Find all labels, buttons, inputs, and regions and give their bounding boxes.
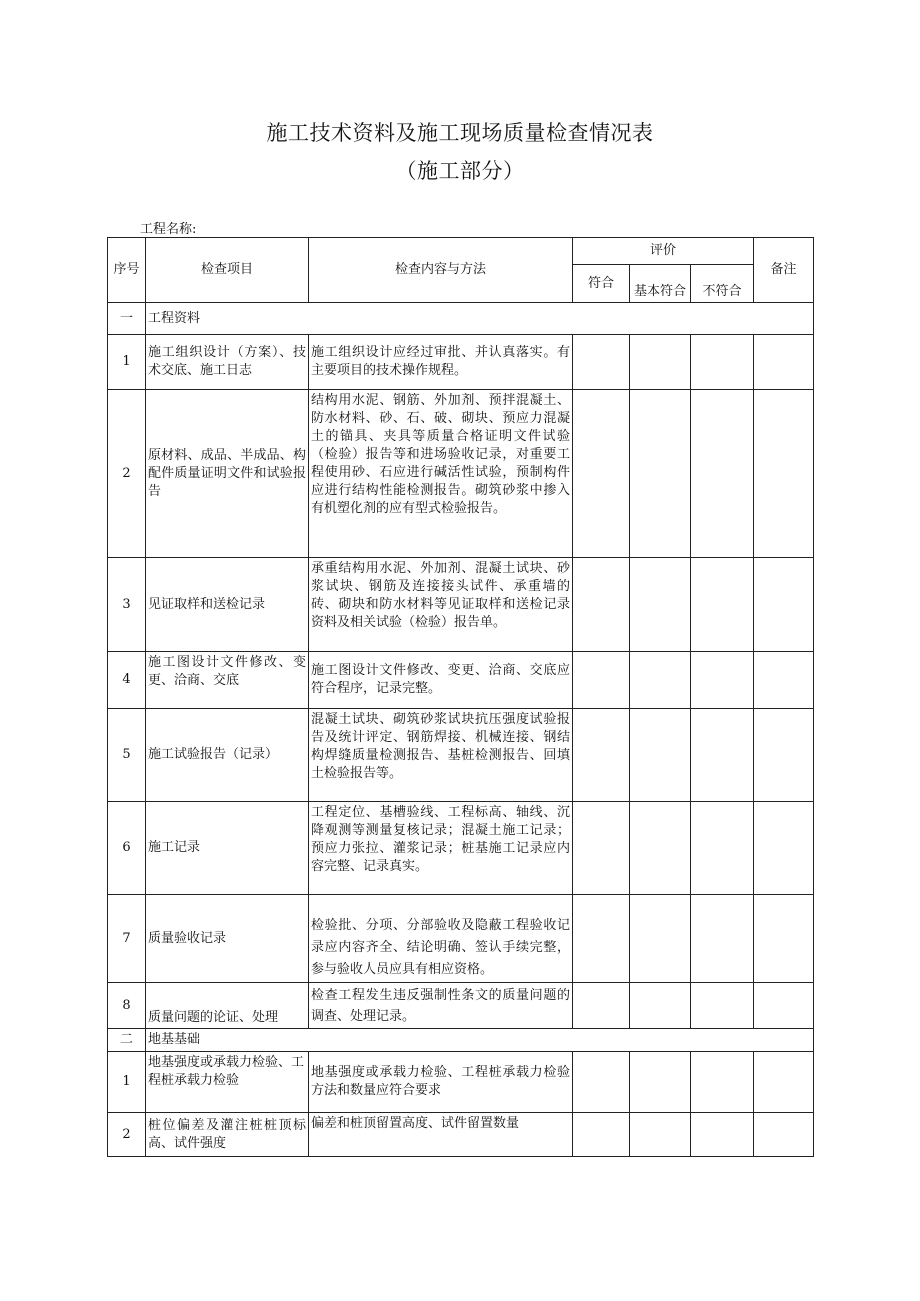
row-content: 施工组织设计应经过审批、并认真落实。有主要项目的技术操作规程。 bbox=[309, 335, 573, 390]
row-item: 质量问题的论证、处理 bbox=[146, 983, 309, 1029]
cell-remark[interactable] bbox=[754, 335, 814, 390]
table-row bbox=[108, 652, 814, 709]
header-ok: 符合 bbox=[573, 265, 630, 303]
cell-ok[interactable] bbox=[573, 983, 630, 1029]
row-seq: 2 bbox=[108, 390, 146, 558]
table-row bbox=[108, 1113, 814, 1157]
cell-basic[interactable] bbox=[630, 558, 691, 652]
cell-basic[interactable] bbox=[630, 390, 691, 558]
cell-no[interactable] bbox=[691, 1052, 754, 1113]
cell-basic[interactable] bbox=[630, 709, 691, 802]
cell-remark[interactable] bbox=[754, 709, 814, 802]
row-content: 地基强度或承载力检验、工程桩承载力检验方法和数量应符合要求 bbox=[309, 1052, 573, 1113]
row-content: 偏差和桩顶留置高度、试件留置数量 bbox=[309, 1113, 573, 1157]
cell-basic[interactable] bbox=[630, 652, 691, 709]
row-seq: 2 bbox=[108, 1113, 146, 1157]
cell-basic[interactable] bbox=[630, 802, 691, 895]
table-row bbox=[108, 335, 814, 390]
cell-ok[interactable] bbox=[573, 335, 630, 390]
page-title: 施工技术资料及施工现场质量检查情况表 bbox=[266, 121, 654, 145]
row-content: 施工图设计文件修改、变更、洽商、交底应符合程序，记录完整。 bbox=[309, 652, 573, 709]
cell-remark[interactable] bbox=[754, 1052, 814, 1113]
row-item: 桩位偏差及灌注桩桩顶标高、试件强度 bbox=[146, 1113, 309, 1157]
cell-basic[interactable] bbox=[630, 895, 691, 983]
row-seq: 5 bbox=[108, 709, 146, 802]
cell-basic[interactable] bbox=[630, 1113, 691, 1157]
cell-remark[interactable] bbox=[754, 1113, 814, 1157]
cell-ok[interactable] bbox=[573, 1113, 630, 1157]
cell-remark[interactable] bbox=[754, 558, 814, 652]
row-seq: 3 bbox=[108, 558, 146, 652]
row-item: 见证取样和送检记录 bbox=[146, 558, 309, 652]
inspection-table bbox=[107, 237, 814, 1157]
cell-ok[interactable] bbox=[573, 652, 630, 709]
header-basic: 基本符合 bbox=[630, 265, 691, 303]
row-content: 检验批、分项、分部验收及隐蔽工程验收记录应内容齐全、结论明确、签认手续完整，参与验收人员应具有相应资格。 bbox=[309, 895, 573, 983]
page-subtitle: （施工部分） bbox=[395, 159, 525, 183]
table-row bbox=[108, 558, 814, 652]
row-item: 地基强度或承载力检验、工程桩承载力检验 bbox=[146, 1052, 309, 1113]
cell-no[interactable] bbox=[691, 558, 754, 652]
table-row bbox=[108, 983, 814, 1029]
cell-basic[interactable] bbox=[630, 983, 691, 1029]
cell-ok[interactable] bbox=[573, 558, 630, 652]
cell-no[interactable] bbox=[691, 1113, 754, 1157]
cell-ok[interactable] bbox=[573, 802, 630, 895]
row-seq: 1 bbox=[108, 335, 146, 390]
section-title: 工程资料 bbox=[146, 303, 814, 335]
row-content: 结构用水泥、钢筋、外加剂、预拌混凝土、防水材料、砂、石、破、砌块、预应力混凝土的锚具、夹具等质量合格证明文件试验（检验）报告等和进场验收记录，对重要工程使用砂、石应进行碱活性试验，预制构件应进行结构性能检测报告。砌筑砂浆中掺入有机塑化剂的应有型式检验报告。 bbox=[309, 390, 573, 558]
table-row bbox=[108, 895, 814, 983]
cell-no[interactable] bbox=[691, 983, 754, 1029]
header-eval: 评价 bbox=[573, 238, 754, 265]
cell-no[interactable] bbox=[691, 895, 754, 983]
row-seq: 1 bbox=[108, 1052, 146, 1113]
row-seq: 6 bbox=[108, 802, 146, 895]
cell-no[interactable] bbox=[691, 802, 754, 895]
row-content: 工程定位、基槽验线、工程标高、轴线、沉降观测等测量复核记录；混凝土施工记录；预应力张拉、灌浆记录；桩基施工记录应内容完整、记录真实。 bbox=[309, 802, 573, 895]
table-row bbox=[108, 390, 814, 558]
section-title: 地基基础 bbox=[146, 1029, 814, 1052]
header-content: 检查内容与方法 bbox=[309, 238, 573, 303]
cell-ok[interactable] bbox=[573, 1052, 630, 1113]
cell-ok[interactable] bbox=[573, 390, 630, 558]
row-item: 施工试验报告（记录） bbox=[146, 709, 309, 802]
section-number: 二 bbox=[108, 1029, 146, 1052]
cell-basic[interactable] bbox=[630, 335, 691, 390]
row-content: 承重结构用水泥、外加剂、混凝土试块、砂浆试块、钢筋及连接接头试件、承重墙的砖、砌块和防水材料等见证取样和送检记录资料及相关试验（检验）报告单。 bbox=[309, 558, 573, 652]
row-seq: 7 bbox=[108, 895, 146, 983]
cell-ok[interactable] bbox=[573, 895, 630, 983]
section-number: 一 bbox=[108, 303, 146, 335]
row-item: 原材料、成品、半成品、构配件质量证明文件和试验报告 bbox=[146, 390, 309, 558]
cell-remark[interactable] bbox=[754, 390, 814, 558]
row-item: 施工记录 bbox=[146, 802, 309, 895]
table-row bbox=[108, 709, 814, 802]
cell-no[interactable] bbox=[691, 335, 754, 390]
section-row bbox=[108, 303, 814, 335]
cell-remark[interactable] bbox=[754, 895, 814, 983]
row-item: 质量验收记录 bbox=[146, 895, 309, 983]
cell-no[interactable] bbox=[691, 709, 754, 802]
header-seq: 序号 bbox=[108, 238, 146, 303]
header-no: 不符合 bbox=[691, 265, 754, 303]
table-row bbox=[108, 1052, 814, 1113]
header-remark: 备注 bbox=[754, 238, 814, 303]
cell-no[interactable] bbox=[691, 390, 754, 558]
section-row bbox=[108, 1029, 814, 1052]
cell-basic[interactable] bbox=[630, 1052, 691, 1113]
row-seq: 4 bbox=[108, 652, 146, 709]
row-item: 施工图设计文件修改、变更、洽商、交底 bbox=[146, 652, 309, 709]
row-content: 混凝土试块、砌筑砂浆试块抗压强度试验报告及统计评定、钢筋焊接、机械连接、钢结构焊缝质量检测报告、基桩检测报告、回填土检验报告等。 bbox=[309, 709, 573, 802]
cell-ok[interactable] bbox=[573, 709, 630, 802]
cell-remark[interactable] bbox=[754, 983, 814, 1029]
row-item: 施工组织设计（方案）、技术交底、施工日志 bbox=[146, 335, 309, 390]
project-name-label: 工程名称: bbox=[140, 222, 197, 237]
cell-remark[interactable] bbox=[754, 802, 814, 895]
row-seq: 8 bbox=[108, 983, 146, 1029]
row-content: 检查工程发生违反强制性条文的质量问题的调查、处理记录。 bbox=[309, 983, 573, 1029]
header-item: 检查项目 bbox=[146, 238, 309, 303]
cell-no[interactable] bbox=[691, 652, 754, 709]
table-row bbox=[108, 802, 814, 895]
cell-remark[interactable] bbox=[754, 652, 814, 709]
